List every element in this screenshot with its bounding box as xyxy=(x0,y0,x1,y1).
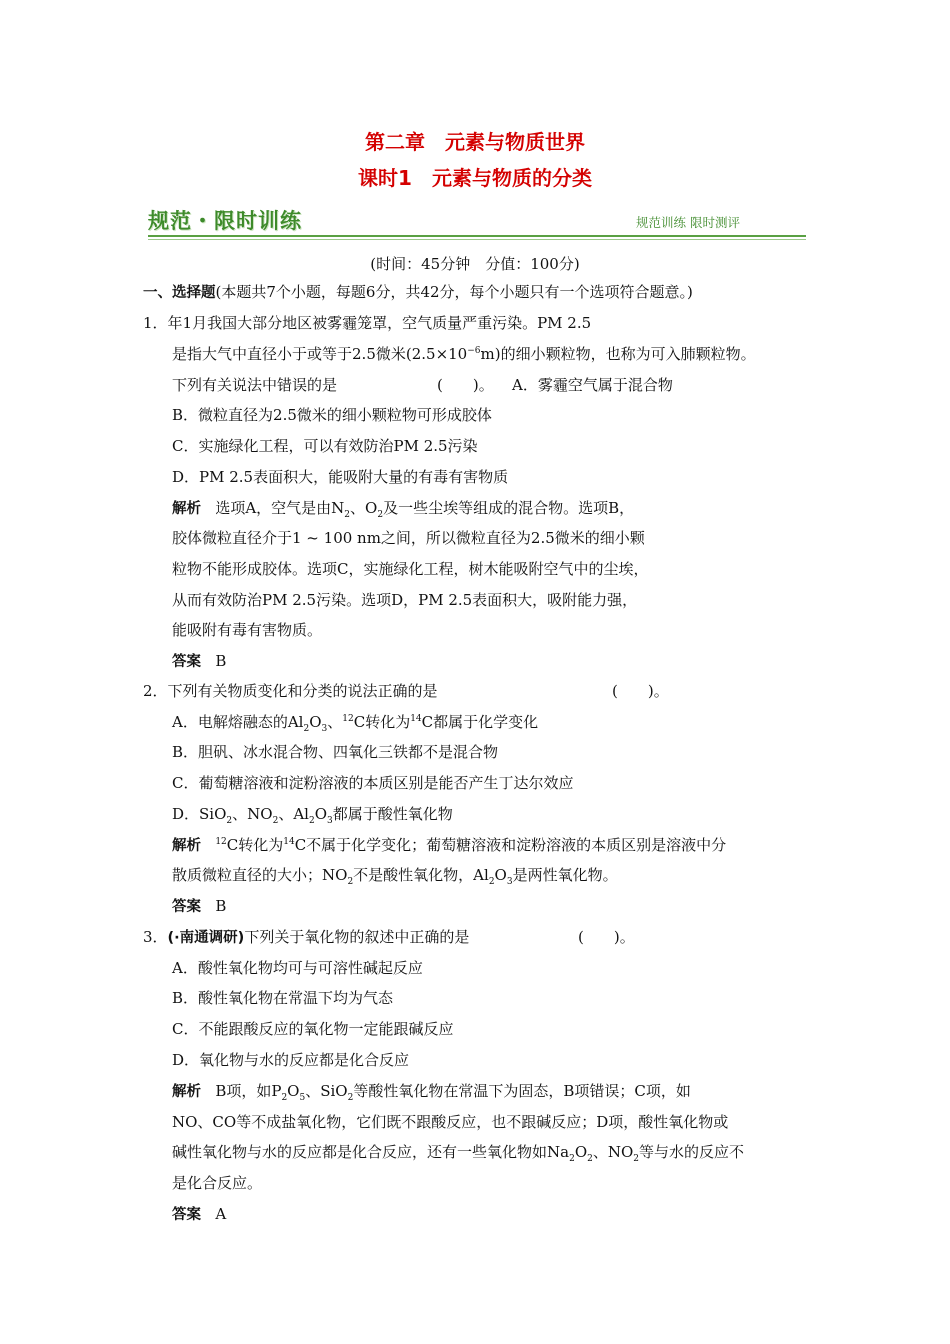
subscript: 2 xyxy=(347,1093,354,1103)
q1-analysis-line2: 胶体微粒直径介于1 ~ 100 nm之间，所以微粒直径为2.5微米的细小颗 xyxy=(172,529,645,547)
q1-exponent: −6 xyxy=(467,346,481,356)
q2-analysis-text: O xyxy=(494,866,507,884)
q3-source: (·南通调研) xyxy=(167,930,245,946)
subscript: 2 xyxy=(344,510,351,520)
q3-option-a: A．酸性氧化物均可与可溶性碱起反应 xyxy=(172,959,423,977)
q2-option-d-text: 都属于酸性氧化物 xyxy=(332,805,453,823)
time-score: (时间：45分钟 分值：100分) xyxy=(370,255,580,273)
q3-analysis-label: 解析 xyxy=(172,1084,201,1100)
q3-analysis-text: 、NO xyxy=(592,1143,634,1161)
q3-analysis-line2: NO、CO等不成盐氧化物，它们既不跟酸反应，也不跟碱反应；D项，酸性氧化物或 xyxy=(172,1113,729,1131)
q2-analysis-text: 是两性氧化物。 xyxy=(512,866,618,884)
banner-rule-thin xyxy=(148,239,806,240)
q2-option-a-text: A．电解熔融态的Al xyxy=(172,713,304,731)
q3-analysis-text: B项，如P xyxy=(215,1082,282,1100)
section-note: (本题共7个小题，每题6分，共42分，每个小题只有一个选项符合题意。) xyxy=(215,283,693,301)
q2-option-d-text: O xyxy=(314,805,327,823)
subscript: 2 xyxy=(347,877,354,887)
q2-option-a xyxy=(172,712,538,732)
q3-answer xyxy=(172,1204,226,1225)
q3-analysis-text: O xyxy=(287,1082,300,1100)
subscript: 2 xyxy=(377,510,384,520)
q1-stem-line1: 1．年1月我国大部分地区被雾霾笼罩，空气质量严重污染。PM 2.5 xyxy=(143,314,592,332)
q2-analysis-text: 散质微粒直径的大小；NO xyxy=(172,866,348,884)
q2-analysis-text: C不属于化学变化；葡萄糖溶液和淀粉溶液的本质区别是溶液中分 xyxy=(294,836,727,854)
q3-analysis-line1 xyxy=(172,1081,691,1102)
q1-analysis-line3: 粒物不能形成胶体。选项C，实施绿化工程，树木能吸附空气中的尘埃， xyxy=(172,560,649,578)
q3-analysis-line4: 是化合反应。 xyxy=(172,1174,263,1192)
chapter-title: 第二章 元素与物质世界 xyxy=(365,130,585,154)
q1-option-d: D．PM 2.5表面积大，能吸附大量的有毒有害物质 xyxy=(172,468,509,486)
q2-option-a-text: O xyxy=(309,713,322,731)
q3-analysis-text: 等酸性氧化物在常温下为固态，B项错误；C项，如 xyxy=(353,1082,691,1100)
q3-stem xyxy=(143,927,469,948)
q3-analysis-text: O xyxy=(574,1143,588,1161)
q1-stem-line2-text: 是指大气中直径小于或等于2.5微米(2.5×10 xyxy=(172,345,468,363)
q1-analysis-line4: 从而有效防治PM 2.5污染。选项D，PM 2.5表面积大，吸附能力强， xyxy=(172,591,638,609)
subscript: 2 xyxy=(308,816,315,826)
subscript: 2 xyxy=(569,1154,575,1164)
q3-stem-text: 下列关于氧化物的叙述中正确的是 xyxy=(244,928,470,946)
lesson-title: 课时1 元素与物质的分类 xyxy=(358,166,592,190)
q3-option-c: C．不能跟酸反应的氧化物一定能跟碱反应 xyxy=(172,1020,454,1038)
section-heading xyxy=(143,282,693,303)
q2-analysis-line1 xyxy=(172,835,726,856)
q1-stem-line2 xyxy=(172,344,756,364)
q2-option-a-text: C转化为 xyxy=(353,713,411,731)
q2-stem: 2．下列有关物质变化和分类的说法正确的是 xyxy=(143,682,438,700)
q2-option-d-text: D．SiO xyxy=(172,805,227,823)
q2-option-d xyxy=(172,804,453,824)
subscript: 3 xyxy=(327,816,333,826)
q3-analysis-text: 等与水的反应不 xyxy=(639,1143,745,1161)
q3-analysis-text: 碱性氧化物与水的反应都是化合反应，还有一些氧化物如Na xyxy=(172,1143,570,1161)
q2-analysis-text: 不是酸性氧化物，Al xyxy=(353,866,489,884)
subscript: 2 xyxy=(633,1154,640,1164)
subscript: 2 xyxy=(272,816,279,826)
q1-answer-value: B xyxy=(215,652,227,670)
q3-number: 3． xyxy=(143,928,168,946)
q3-answer-label: 答案 xyxy=(172,1207,201,1223)
banner-rule xyxy=(148,235,806,237)
superscript: 14 xyxy=(410,714,422,724)
q1-stem-line2-tail: m)的细小颗粒物，也称为可入肺颗粒物。 xyxy=(480,345,756,363)
q1-analysis-text: 选项A，空气是由N xyxy=(215,499,345,517)
q2-option-a-text: C都属于化学变化 xyxy=(421,713,539,731)
q2-option-a-text: 、 xyxy=(327,713,343,731)
q2-option-c: C．葡萄糖溶液和淀粉溶液的本质区别是能否产生丁达尔效应 xyxy=(172,774,574,792)
q3-analysis-text: 、SiO xyxy=(305,1082,348,1100)
q2-analysis-label: 解析 xyxy=(172,838,201,854)
q2-answer-bracket: ( )。 xyxy=(612,682,669,700)
q2-answer-value: B xyxy=(215,897,227,915)
q3-answer-bracket: ( )。 xyxy=(578,928,635,946)
banner-subtitle: 规范训练 限时测评 xyxy=(636,215,740,230)
q2-analysis-line2 xyxy=(172,865,618,885)
section-label: 一、选择题 xyxy=(143,285,216,301)
q1-answer-bracket: ( )。 xyxy=(437,376,494,394)
q2-option-d-text: 、Al xyxy=(278,805,309,823)
q1-option-b: B．微粒直径为2.5微米的细小颗粒物可形成胶体 xyxy=(172,406,492,424)
q1-answer xyxy=(172,651,226,672)
q1-answer-label: 答案 xyxy=(172,654,201,670)
q3-analysis-line3 xyxy=(172,1142,744,1162)
q2-option-d-text: 、NO xyxy=(232,805,273,823)
superscript: 14 xyxy=(283,837,295,847)
subscript: 2 xyxy=(587,1154,593,1164)
q3-answer-value: A xyxy=(215,1205,227,1223)
subscript: 3 xyxy=(506,877,513,887)
subscript: 5 xyxy=(299,1093,306,1103)
q1-option-c: C．实施绿化工程，可以有效防治PM 2.5污染 xyxy=(172,437,478,455)
q2-analysis-text: C转化为 xyxy=(226,836,284,854)
banner-title: 规范・限时训练 xyxy=(148,209,302,233)
subscript: 2 xyxy=(488,877,495,887)
subscript: 3 xyxy=(321,724,328,734)
q1-option-a: A．雾霾空气属于混合物 xyxy=(512,376,673,394)
q2-answer-label: 答案 xyxy=(172,899,201,915)
superscript: 12 xyxy=(215,837,227,847)
subscript: 2 xyxy=(226,816,233,826)
q3-option-d: D．氧化物与水的反应都是化合反应 xyxy=(172,1051,410,1069)
q1-analysis-line5: 能吸附有毒有害物质。 xyxy=(172,621,323,639)
q1-stem-line3: 下列有关说法中错误的是 xyxy=(172,376,338,394)
q3-option-b: B．酸性氧化物在常温下均为气态 xyxy=(172,989,394,1007)
q1-analysis-text: 、O xyxy=(350,499,378,517)
subscript: 2 xyxy=(303,724,310,734)
subscript: 2 xyxy=(281,1093,288,1103)
q1-analysis-label: 解析 xyxy=(172,501,201,517)
q1-analysis-text: 及一些尘埃等组成的混合物。选项B， xyxy=(383,499,635,517)
q2-option-b: B．胆矾、冰水混合物、四氧化三铁都不是混合物 xyxy=(172,743,499,761)
superscript: 12 xyxy=(342,714,354,724)
q2-answer xyxy=(172,896,226,917)
q1-analysis-line1 xyxy=(172,498,634,519)
